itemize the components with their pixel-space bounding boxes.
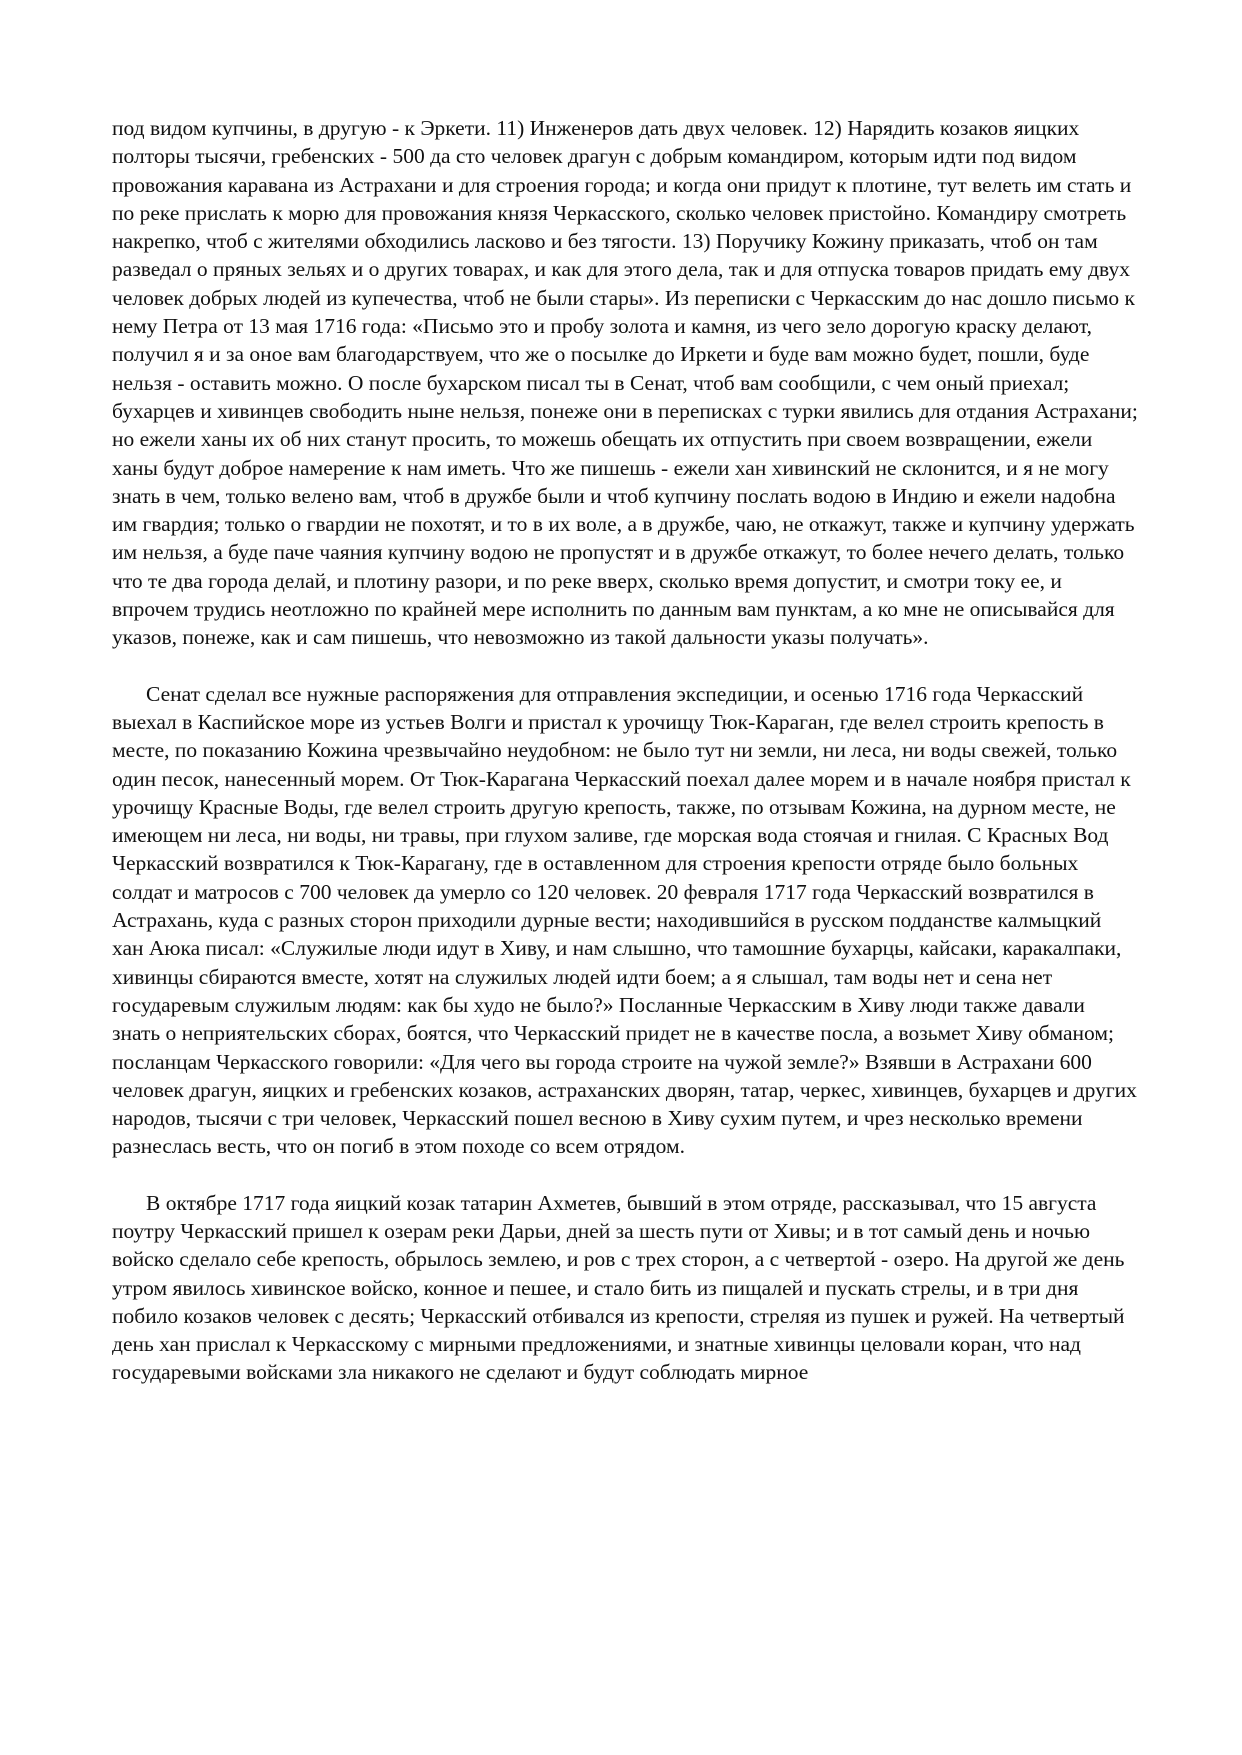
paragraph-senate-expedition: Сенат сделал все нужные распоряжения для отправления экспедиции, и осенью 1716 года Черкасский выехал в Каспийское море из устьев Волги и пристал к урочищу Тюк-Караган, где велел строить крепость в месте, по показанию Кожина чрезвычайно неудобном: не было тут ни земли, ни леса, ни воды свежей, только один песок, нанесенный морем. От Тюк-Карагана Черкасский поехал далее морем и в начале ноября пристал к урочищу Красные Воды, где велел строить другую крепость, также, по отзывам Кожина, на дурном месте, не имеющем ни леса, ни воды, ни травы, при глухом заливе, где морская вода стоячая и гнилая. С Красных Вод Черкасский возвратился к Тюк-Карагану, где в оставленном для строения крепости отряде было больных солдат и матросов с 700 человек да умерло со 120 человек. 20 февраля 1717 года Черкасский возвратился в Астрахань, куда с разных сторон приходили дурные вести; находившийся в русском подданстве калмыцкий хан Аюка писал: «Служилые люди идут в Хиву, и нам слышно, что тамошние бухарцы, кайсаки, каракалпаки, хивинцы сбираются вместе, хотят на служилых людей идти боем; а я слышал, там воды нет и сена нет государевым служилым людям: как бы худо не было?» Посланные Черкасским в Хиву люди также давали знать о неприятельских сборах, боятся, что Черкасский придет не в качестве посла, а возьмет Хиву обманом; посланцам Черкасского говорили: «Для чего вы города строите на чужой земле?» Взявши в Астрахани 600 человек драгун, яицких и гребенских козаков, астраханских дворян, татар, черкес, хивинцев, бухарцев и других народов, тысячи с три человек, Черкасский пошел весною в Хиву сухим путем, и чрез несколько времени разнеслась весть, что он погиб в этом походе со всем отрядом. [112,681,1137,1159]
document-page [112,114,1138,1387]
paragraph-continuation: под видом купчины, в другую - к Эркети. 11) Инженеров дать двух человек. 12) Нарядить козаков яицких полторы тысячи, гребенских - 500 да сто человек драгун с добрым командиром, которым идти под видом провожания каравана из Астрахани и для строения города; и когда они придут к плотине, тут велеть им стать и по реке прислать к морю для провожания князя Черкасского, сколько человек пристойно. Командиру смотреть накрепко, чтоб с жителями обходились ласково и без тягости. 13) Поручику Кожину приказать, чтоб он там разведал о пряных зельях и о других товарах, и как для этого дела, так и для отпуска товаров придать ему двух человек добрых людей из купечества, чтоб не были стары». Из переписки с Черкасским до нас дошло письмо к нему Петра от 13 мая 1716 года: «Письмо это и пробу золота и камня, из чего зело дорогую краску делают, получил я и за оное вам благодарствуем, что же о посылке до Иркети и буде вам можно будет, пошли, буде нельзя - оставить можно. О после бухарском писал ты в Сенат, чтоб вам сообщили, с чем оный приехал; бухарцев и хивинцев свободить ныне нельзя, понеже они в переписках с турки явились для отдания Астрахани; но ежели ханы их об них станут просить, то можешь обещать их отпустить при своем возвращении, ежели ханы будут доброе намерение к нам иметь. Что же пишешь - ежели хан хивинский не склонится, и я не могу знать в чем, только велено вам, чтоб в дружбе были и чтоб купчину послать водою в Индию и ежели надобна им гвардия; только о гвардии не похотят, и то в их воле, а в дружбе, чаю, не откажут, также и купчину удержать им нельзя, а буде паче чаяния купчину водою не пропустят и в дружбе откажут, то более нечего делать, только что те два города делай, и плотину разори, и по реке вверх, сколько время допустит, и смотри току ее, и впрочем трудись неотложно по крайней мере исполнить по данным вам пунктам, а ко мне не описывайся для указов, понеже, как и сам пишешь, что невозможно из такой дальности указы получать». [112,116,1138,650]
paragraph-akhmetev-account: В октябре 1717 года яицкий козак татарин Ахметев, бывший в этом отряде, рассказывал, что 15 августа поутру Черкасский пришел к озерам реки Дарьи, дней за шесть пути от Хивы; и в тот самый день и ночью войско сделало себе крепость, обрылось землею, и ров с трех сторон, а с четвертой - озеро. На другой же день утром явилось хивинское войско, конное и пешее, и стало бить из пищалей и пускать стрелы, и в три дня побило козаков человек с десять; Черкасский отбивался из крепости, стреляя из пушек и ружей. На четвертый день хан прислал к Черкасскому с мирными предложениями, и знатные хивинцы целовали коран, что над государевыми войсками зла никакого не сделают и будут соблюдать мирное [112,1190,1125,1385]
